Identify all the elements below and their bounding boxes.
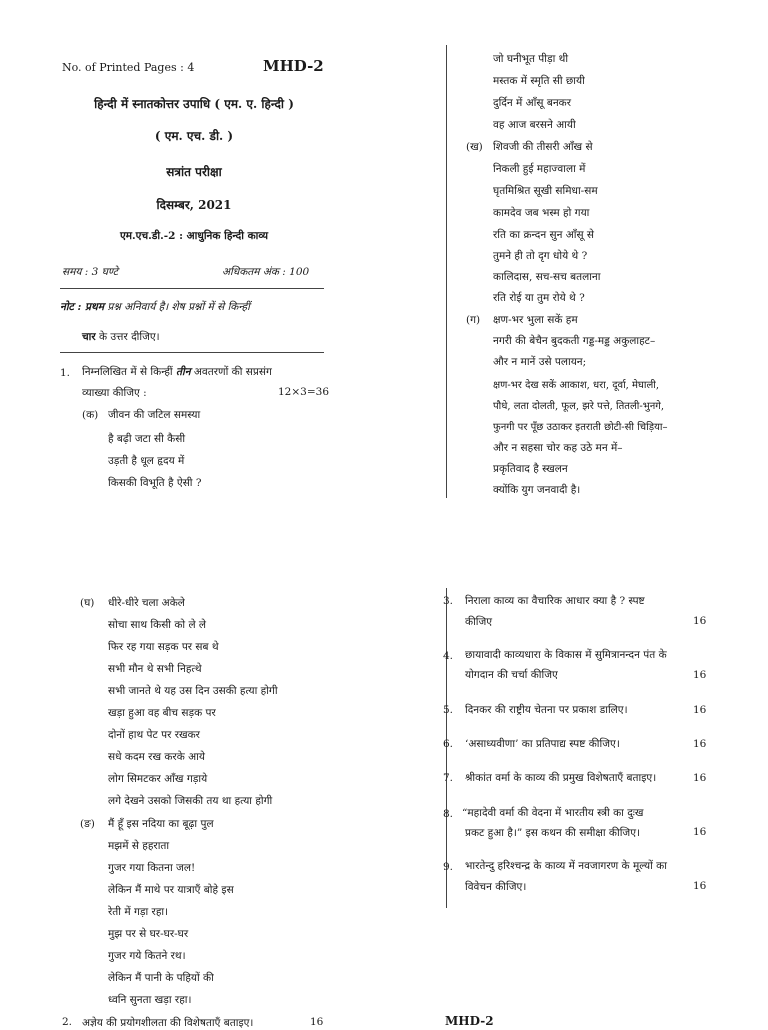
passage-ga-line: पौधे, लता दोलती, फूल, झरे पत्ते, तितली-भुनगे, [493,401,665,412]
passage-ga-line: क्षण-भर देख सकें आकाश, धरा, दूर्वा, मेघाली, [493,380,660,391]
passage-nga-label: (ङ) [80,818,95,830]
passage-kha-line: कालिदास, सच-सच बतलाना [493,271,601,283]
passage-ga-line: क्योंकि युग जनवादी है। [493,484,581,496]
passage-gha-line: दोनों हाथ पेट पर रखकर [108,729,200,741]
passage-kha-line: कामदेव जब भस्म हो गया [493,207,590,219]
passage-ka-cont-line: दुर्दिन में आँसू बनकर [493,97,572,109]
passage-kha-line: रति रोई या तुम रोये थे ? [493,292,585,304]
passage-nga-line: रेती में गड़ा रहा। [108,906,169,918]
passage-gha-line: सोचा साथ किसी को ले ले [108,619,207,631]
exam-time: समय : 3 घण्टे [62,266,119,278]
q1-text-b: तीन [176,366,191,378]
question-number: 7. [443,772,454,784]
question-number: 4. [443,650,454,662]
passage-nga-line: ध्वनि सुनता खड़ा रहा। [108,994,192,1006]
passage-ka-line: उड़ती है धूल हृदय में [108,455,185,467]
q2-text: अज्ञेय की प्रयोगशीलता की विशेषताएँ बताइए। [82,1017,254,1029]
q1-line-1 [82,365,272,379]
question-line: भारतेन्दु हरिश्चन्द्र के काव्य में नवजागरण के मूल्यों का [465,860,667,872]
passage-gha-line: फिर रह गया सड़क पर सब थे [108,641,219,653]
question-number: 6. [443,738,454,750]
passage-nga-line: लेकिन मैं माथे पर यात्राएँ बोहे इस [108,884,234,896]
divider-top [60,288,324,289]
note-line-2 [82,330,160,344]
passage-gha-line: धीरे-धीरे चला अकेले [108,597,185,609]
passage-ga-label: (ग) [466,314,481,326]
question-marks: 16 [693,615,707,627]
exam-date: दिसम्बर, 2021 [156,198,232,212]
question-line: कीजिए [465,616,493,628]
q1-text-c: अवतरणों की सप्रसंग [193,366,272,378]
passage-nga-line: गुजर गया कितना जल! [108,862,196,874]
question-line: दिनकर की राष्ट्रीय चेतना पर प्रकाश डालिए। [465,704,628,716]
note-prefix: नोट : प्रथम [60,301,104,313]
note-text-1: प्रश्न अनिवार्य है। शेष प्रश्नों में से किन्हीं [107,301,250,313]
question-line: छायावादी काव्यधारा के विकास में सुमित्रानन्दन पंत के [465,649,667,661]
passage-kha-label: (ख) [466,141,483,153]
question-number: 3. [443,595,454,607]
passage-ka-cont-line: जो घनीभूत पीड़ा थी [493,53,569,65]
max-marks: अधिकतम अंक : 100 [222,266,310,278]
passage-ga-line: और न मानें उसे पलायन; [493,356,587,368]
passage-ka-cont-line: मस्तक में स्मृति सी छायी [493,75,585,87]
passage-ga-line: फुनगी पर पूँछ उठाकर इतराती छोटी-सी चिड़िया– [493,422,668,433]
q2-marks: 16 [310,1016,324,1028]
passage-nga-line: लेकिन मैं पानी के पहियों की [108,972,214,984]
note-bold-word: चार [82,331,96,343]
question-number: 5. [443,704,454,716]
divider-note [60,352,324,353]
question-number: 8. [443,808,454,820]
printed-pages: No. of Printed Pages : 4 [62,61,195,74]
passage-kha-line: घृतमिश्रित सूखी समिधा-सम [493,185,598,197]
note-line-1 [60,300,250,314]
question-marks: 16 [693,826,707,838]
q1-number: 1. [60,367,71,379]
exam-title: सत्रांत परीक्षा [166,165,222,179]
question-marks: 16 [693,738,707,750]
passage-gha-line: लोग सिमटकर आँख गड़ाये [108,773,208,785]
passage-ka-cont-line: वह आज बरसने आयी [493,119,576,131]
passage-gha-line: खड़ा हुआ वह बीच सड़क पर [108,707,216,719]
question-number: 9. [443,861,454,873]
question-line: श्रीकांत वर्मा के काव्य की प्रमुख विशेषताएँ बताइए। [465,772,657,784]
question-line: योगदान की चर्चा कीजिए [465,669,558,681]
question-line: प्रकट हुआ है।” इस कथन की समीक्षा कीजिए। [465,827,640,839]
passage-ga-line: प्रकृतिवाद है स्खलन [493,463,568,475]
course-title: एम.एच.डी.-2 : आधुनिक हिन्दी काव्य [119,230,269,242]
passage-ga-line: और न सहसा चोर कह उठे मन में– [493,442,623,454]
question-line: विवेचन कीजिए। [465,881,527,893]
passage-nga-line: मुझ पर से घर-घर-घर [108,928,189,940]
passage-nga-line: मझमें से हहराता [108,840,170,852]
question-marks: 16 [693,669,707,681]
question-marks: 16 [693,704,707,716]
passage-kha-line: तुमने ही तो दृग धोये थे ? [493,250,588,262]
passage-kha-line: शिवजी की तीसरी आँख से [493,141,593,153]
degree-abbr: ( एम. एच. डी. ) [154,129,234,143]
passage-gha-label: (घ) [80,597,95,609]
q1-line-2: व्याख्या कीजिए : [82,387,147,399]
passage-kha-line: निकली हुई महाज्वाला में [493,163,586,175]
degree-title: हिन्दी में स्नातकोत्तर उपाधि ( एम. ए. हिन्दी ) [94,97,294,111]
q2-number: 2. [62,1016,73,1028]
passage-ka-line: किसकी विभूति है ऐसी ? [108,477,202,489]
passage-ka-line: जीवन की जटिल समस्या [108,409,201,421]
passage-gha-line: सधे कदम रख करके आये [108,751,205,763]
paper-code: MHD-2 [263,57,324,75]
passage-gha-line: लगे देखने उसको जिसकी तय था हत्या होगी [108,795,273,807]
column-rule-top [446,45,447,498]
passage-gha-line: सभी मौन थे सभी निहत्थे [108,663,202,675]
passage-ga-line: क्षण-भर भुला सकें हम [493,314,578,326]
passage-gha-line: सभी जानते थे यह उस दिन उसकी हत्या होगी [108,685,278,697]
question-line: “महादेवी वर्मा की वेदना में भारतीय स्त्री का दुःख [462,807,644,819]
passage-kha-line: रति का क्रन्दन सुन आँसू से [493,229,595,241]
question-line: निराला काव्य का वैचारिक आधार क्या है ? स्पष्ट [465,595,645,607]
question-marks: 16 [693,772,707,784]
q1-text-a: निम्नलिखित में से किन्हीं [82,366,173,378]
note-text-2: के उत्तर दीजिए। [99,331,160,343]
passage-nga-line: मैं हूँ इस नदिया का बूढ़ा पुल [108,818,214,830]
question-marks: 16 [693,880,707,892]
passage-ka-label: (क) [82,409,99,421]
q1-marks: 12×3=36 [278,386,329,398]
footer-paper-code: MHD-2 [445,1014,494,1028]
passage-nga-line: गुजर गये कितने रथ। [108,950,186,962]
question-line: ‘असाध्यवीणा’ का प्रतिपाद्य स्पष्ट कीजिए। [465,738,620,750]
passage-ka-line: है बढ़ी जटा सी कैसी [108,433,186,445]
passage-ga-line: नगरी की बेचैन बुदकती गड्ड-मड्ड अकुलाहट– [493,335,656,347]
